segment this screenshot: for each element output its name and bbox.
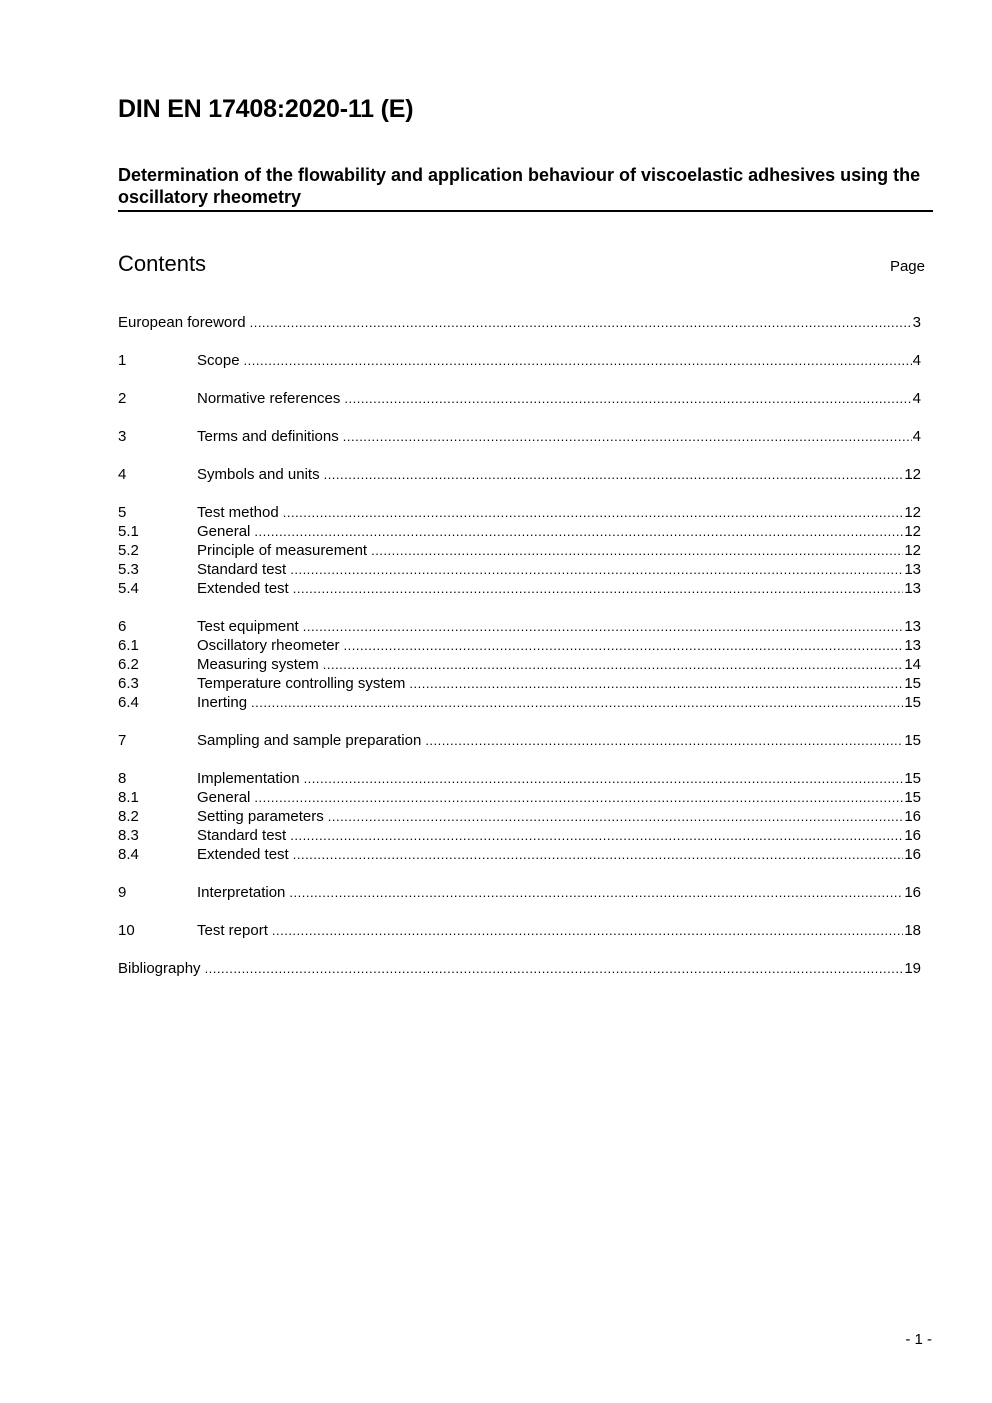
toc-entry-title: Test equipment [197, 618, 299, 635]
toc-entry-page: 16 [904, 884, 921, 901]
toc-dot-leader [251, 693, 903, 712]
document-subtitle: Determination of the flowability and application behaviour of viscoelastic adhesives using the oscillatory rheometry [118, 164, 933, 212]
toc-entry-page: 15 [904, 694, 921, 711]
toc-entry[interactable] [118, 807, 921, 826]
toc-dot-leader [290, 826, 903, 845]
toc-entry-number: 5.1 [118, 523, 139, 540]
toc-entry[interactable] [118, 693, 921, 712]
toc-entry-page: 16 [904, 827, 921, 844]
toc-dot-leader [244, 351, 912, 370]
toc-entry-title: Setting parameters [197, 808, 324, 825]
toc-entry-title: Normative references [197, 390, 341, 407]
toc-entry[interactable] [118, 541, 921, 560]
toc-entry[interactable] [118, 731, 921, 750]
toc-entry-number: 3 [118, 428, 127, 445]
toc-entry-title: Test report [197, 922, 268, 939]
toc-entry-number: 4 [118, 466, 127, 483]
toc-dot-leader [344, 389, 911, 408]
toc-entry-number: 7 [118, 732, 127, 749]
toc-dot-leader [289, 883, 903, 902]
toc-dot-leader [293, 845, 904, 864]
toc-dot-leader [272, 921, 903, 940]
table-of-contents [118, 313, 921, 978]
toc-dot-leader [371, 541, 903, 560]
toc-entry-page: 12 [904, 504, 921, 521]
toc-dot-leader [303, 617, 904, 636]
toc-entry-title: Extended test [197, 580, 289, 597]
toc-entry-title: European foreword [118, 314, 246, 331]
toc-entry-title: Principle of measurement [197, 542, 368, 559]
toc-entry-title: Interpretation [197, 884, 286, 901]
toc-entry-page: 13 [904, 637, 921, 654]
toc-entry-title: Scope [197, 352, 240, 369]
toc-dot-leader [409, 674, 903, 693]
toc-entry[interactable] [118, 959, 921, 978]
toc-entry-title: Oscillatory rheometer [197, 637, 340, 654]
toc-entry-number: 6.1 [118, 637, 139, 654]
toc-entry[interactable] [118, 351, 921, 370]
toc-entry-title: Inerting [197, 694, 248, 711]
toc-entry[interactable] [118, 655, 921, 674]
toc-entry-page: 15 [904, 675, 921, 692]
toc-entry-number: 8 [118, 770, 127, 787]
toc-entry[interactable] [118, 674, 921, 693]
toc-entry-number: 1 [118, 352, 127, 369]
toc-entry-title: Bibliography [118, 960, 201, 977]
toc-entry-page: 4 [912, 352, 921, 369]
toc-entry-page: 18 [904, 922, 921, 939]
toc-dot-leader [250, 313, 912, 332]
toc-entry-page: 13 [904, 618, 921, 635]
toc-entry[interactable] [118, 769, 921, 788]
toc-entry-page: 4 [912, 428, 921, 445]
toc-entry-page: 12 [904, 542, 921, 559]
toc-entry-page: 3 [912, 314, 921, 331]
document-title: DIN EN 17408:2020-11 (E) [118, 95, 414, 123]
toc-dot-leader [343, 427, 912, 446]
toc-entry[interactable] [118, 503, 921, 522]
toc-entry[interactable] [118, 427, 921, 446]
page-number: - 1 - [905, 1331, 932, 1348]
toc-entry[interactable] [118, 921, 921, 940]
toc-entry-page: 14 [904, 656, 921, 673]
toc-entry[interactable] [118, 560, 921, 579]
toc-dot-leader [328, 807, 904, 826]
toc-dot-leader [344, 636, 904, 655]
toc-dot-leader [323, 655, 904, 674]
toc-entry-number: 5.4 [118, 580, 139, 597]
toc-entry-title: Symbols and units [197, 466, 320, 483]
toc-entry[interactable] [118, 883, 921, 902]
toc-entry-number: 5.2 [118, 542, 139, 559]
toc-dot-leader [293, 579, 904, 598]
toc-entry-page: 15 [904, 770, 921, 787]
toc-entry-number: 5 [118, 504, 127, 521]
toc-entry-page: 12 [904, 523, 921, 540]
toc-entry-page: 16 [904, 846, 921, 863]
toc-entry[interactable] [118, 845, 921, 864]
toc-entry-page: 16 [904, 808, 921, 825]
toc-entry-number: 2 [118, 390, 127, 407]
toc-entry-number: 6.4 [118, 694, 139, 711]
toc-entry-page: 15 [904, 732, 921, 749]
toc-entry-number: 5.3 [118, 561, 139, 578]
toc-entry-title: Standard test [197, 561, 287, 578]
toc-entry[interactable] [118, 826, 921, 845]
toc-entry-title: Standard test [197, 827, 287, 844]
toc-entry-title: General [197, 523, 251, 540]
toc-entry-title: Implementation [197, 770, 300, 787]
toc-entry[interactable] [118, 389, 921, 408]
toc-dot-leader [254, 788, 903, 807]
toc-entry-number: 6.3 [118, 675, 139, 692]
toc-dot-leader [205, 959, 904, 978]
toc-entry-number: 6.2 [118, 656, 139, 673]
toc-entry[interactable] [118, 465, 921, 484]
toc-entry-number: 8.4 [118, 846, 139, 863]
toc-entry-title: Sampling and sample preparation [197, 732, 422, 749]
toc-entry[interactable] [118, 617, 921, 636]
toc-dot-leader [324, 465, 904, 484]
toc-entry-page: 12 [904, 466, 921, 483]
toc-entry[interactable] [118, 636, 921, 655]
toc-dot-leader [425, 731, 903, 750]
toc-entry-page: 19 [904, 960, 921, 977]
toc-entry[interactable] [118, 522, 921, 541]
toc-entry-number: 6 [118, 618, 127, 635]
toc-entry-number: 10 [118, 922, 135, 939]
toc-dot-leader [254, 522, 903, 541]
toc-dot-leader [283, 503, 904, 522]
toc-entry[interactable] [118, 788, 921, 807]
toc-entry[interactable] [118, 313, 921, 332]
toc-dot-leader [290, 560, 903, 579]
toc-entry-title: Extended test [197, 846, 289, 863]
contents-heading: Contents [118, 251, 207, 276]
toc-entry-title: General [197, 789, 251, 806]
toc-entry-page: 13 [904, 561, 921, 578]
toc-entry-page: 15 [904, 789, 921, 806]
toc-entry[interactable] [118, 579, 921, 598]
toc-entry-page: 13 [904, 580, 921, 597]
toc-entry-title: Measuring system [197, 656, 319, 673]
toc-entry-number: 9 [118, 884, 127, 901]
page-column-label: Page [889, 258, 925, 275]
toc-entry-number: 8.2 [118, 808, 139, 825]
toc-entry-title: Terms and definitions [197, 428, 339, 445]
toc-dot-leader [304, 769, 904, 788]
toc-entry-number: 8.3 [118, 827, 139, 844]
toc-entry-title: Temperature controlling system [197, 675, 406, 692]
toc-entry-title: Test method [197, 504, 279, 521]
toc-entry-number: 8.1 [118, 789, 139, 806]
toc-entry-page: 4 [912, 390, 921, 407]
